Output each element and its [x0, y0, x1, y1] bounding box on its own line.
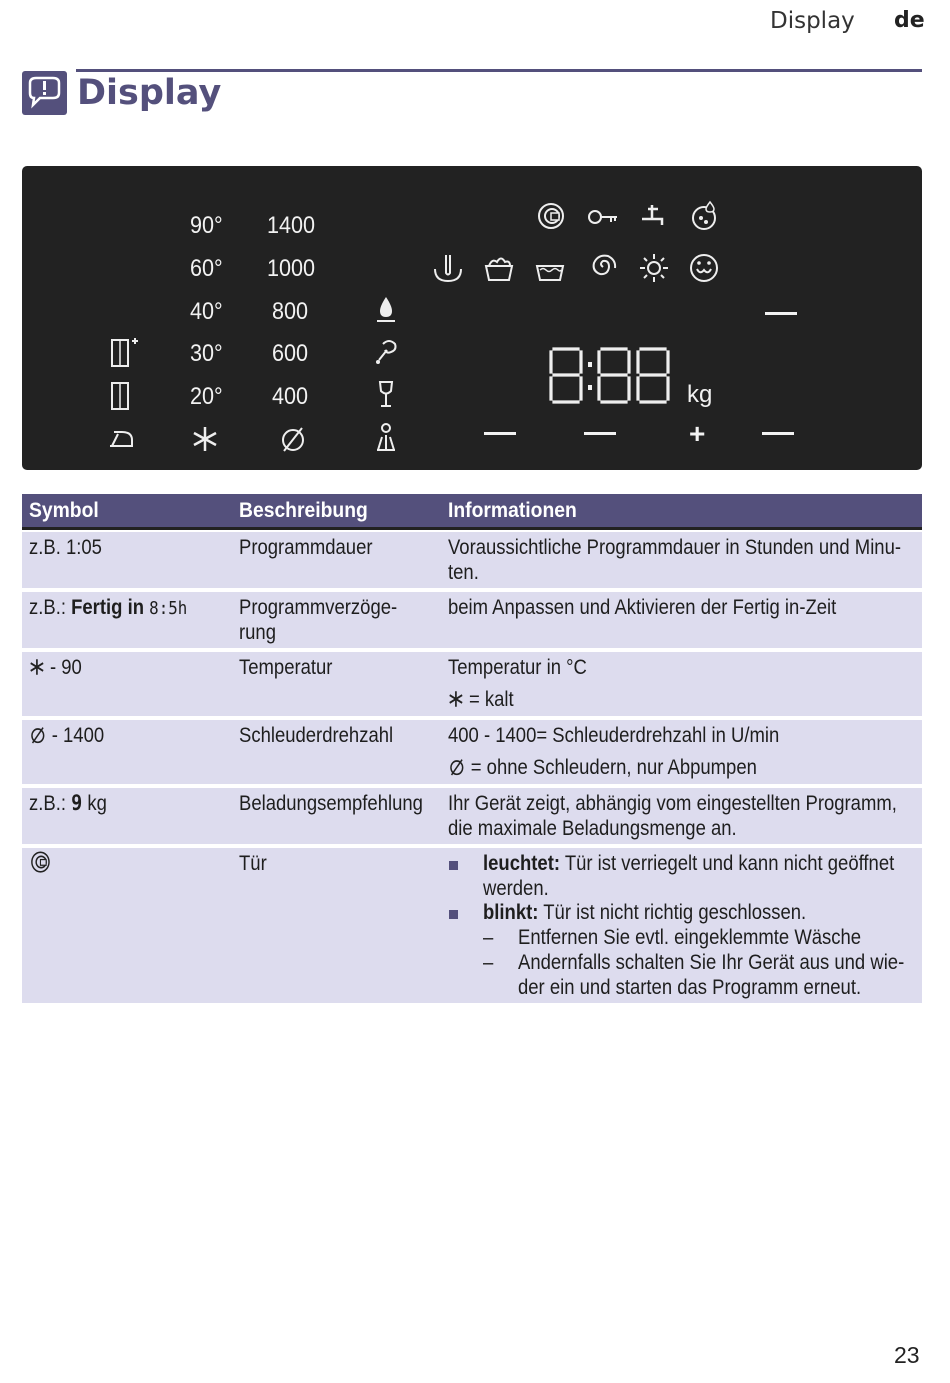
speed-600: 600 — [272, 340, 309, 367]
prewash-icon — [483, 252, 515, 284]
iron-icon — [106, 426, 136, 452]
table-row — [22, 592, 922, 648]
row2-info1: beim Anpassen und Aktivieren der Fertig in-Zeit — [448, 596, 837, 619]
snowflake-icon — [448, 690, 464, 708]
seven-segment-display — [548, 345, 673, 412]
no-spin-icon — [448, 757, 466, 777]
th-description: Beschreibung — [239, 499, 368, 522]
wine-glass-icon — [374, 379, 398, 409]
speed-800: 800 — [272, 298, 309, 325]
dash-indicator-2 — [584, 432, 616, 435]
row6-dash2-mark: – — [483, 951, 494, 974]
row6-bullet1-bold: leuchtet: — [483, 852, 561, 875]
header-rule — [76, 69, 922, 72]
dry-icon — [638, 252, 670, 284]
row2-symbol-prefix: z.B.: — [29, 596, 66, 619]
header-language: de — [894, 8, 925, 33]
row5-symbol-suffix: kg — [87, 792, 107, 815]
row6-symbol — [29, 849, 52, 881]
row1-info1: Voraussichtliche Programmdauer in Stunden und Minu- — [448, 536, 902, 559]
row1-symbol: z.B. 1:05 — [29, 536, 102, 559]
speed-400: 400 — [272, 383, 309, 410]
row6-bullet2-text: Tür ist nicht richtig geschlossen. — [543, 901, 807, 924]
row6-bullet2 — [483, 900, 941, 925]
row3-desc: Temperatur — [239, 656, 333, 679]
dash-indicator-1 — [484, 432, 516, 435]
row2-desc1: Programmverzöge- — [239, 596, 398, 619]
display-panel — [22, 166, 922, 470]
table-row — [22, 848, 922, 1003]
th-information: Informationen — [448, 499, 577, 522]
flower-icon — [373, 421, 399, 453]
stain-icon — [688, 200, 720, 232]
row2-symbol — [29, 595, 187, 621]
bullet-icon — [449, 910, 458, 919]
row6-dash1-mark: – — [483, 926, 494, 949]
snowflake-icon — [191, 425, 219, 453]
segment-digits — [548, 345, 673, 407]
row5-info2: die maximale Beladungsmenge an. — [448, 817, 737, 840]
table-row — [22, 720, 922, 784]
speed-1400: 1400 — [267, 212, 316, 239]
no-spin-icon — [279, 424, 307, 454]
row5-info1: Ihr Gerät zeigt, abhängig vom eingestellten Programm, — [448, 792, 897, 815]
temp-90: 90° — [190, 212, 223, 239]
row5-symbol — [29, 791, 107, 816]
temp-60: 60° — [190, 255, 223, 282]
row4-info2 — [448, 755, 914, 780]
wash-icon — [534, 258, 566, 284]
temp-30: 30° — [190, 340, 223, 367]
row1-desc: Programmdauer — [239, 536, 373, 559]
info-speech-icon — [22, 71, 67, 115]
door-lock-icon — [536, 200, 566, 232]
door-icon — [108, 380, 136, 412]
tap-icon — [638, 201, 670, 231]
row2-symbol-bold: Fertig in — [71, 596, 145, 619]
row3-info2 — [448, 687, 914, 712]
table-header — [22, 494, 922, 530]
row6-bullet1-text: Tür ist verriegelt und kann nicht geöffnet — [564, 852, 895, 875]
plus-indicator: + — [689, 418, 706, 449]
display-unit: kg — [687, 381, 713, 408]
page-number: 23 — [894, 1342, 920, 1368]
row6-bullet2-bold: blinkt: — [483, 901, 539, 924]
temp-40: 40° — [190, 298, 223, 325]
row3-symbol — [29, 655, 82, 680]
row4-desc: Schleuderdrehzahl — [239, 724, 394, 747]
water-drop-icon — [374, 294, 398, 324]
speed-1000: 1000 — [267, 255, 316, 282]
row4-symbol-text: - 1400 — [51, 724, 105, 747]
row3-info2-text: = kalt — [468, 688, 514, 711]
quick-icon — [373, 336, 399, 366]
dash-indicator-3 — [762, 432, 794, 435]
dash-indicator-right — [765, 312, 797, 315]
snowflake-icon — [29, 658, 45, 676]
door-lock-icon — [29, 849, 52, 875]
row2-desc2: rung — [239, 621, 276, 644]
row6-dash2a: Andernfalls schalten Sie Ihr Gerät aus und wie- — [518, 951, 905, 974]
table-row — [22, 652, 922, 716]
row5-symbol-seg: 9 — [71, 791, 83, 815]
row2-symbol-seg: 8:5h — [149, 598, 188, 619]
spin-icon — [587, 251, 619, 283]
table-row — [22, 532, 922, 588]
row1-info2: ten. — [448, 561, 479, 584]
row6-dash1: Entfernen Sie evtl. eingeklemmte Wäsche — [518, 926, 862, 949]
no-spin-icon — [29, 725, 47, 745]
row4-symbol — [29, 723, 104, 748]
row4-info2-text: = ohne Schleudern, nur Abpumpen — [470, 756, 757, 779]
temp-20: 20° — [190, 383, 223, 410]
header-section: Display — [770, 8, 855, 34]
th-symbol: Symbol — [29, 499, 99, 522]
row6-desc: Tür — [239, 852, 267, 875]
door-add-icon — [108, 337, 140, 369]
row4-info1: 400 - 1400= Schleuderdrehzahl in U/min — [448, 724, 780, 747]
row5-desc: Beladungsempfehlung — [239, 792, 423, 815]
row6-bullet1-cont: werden. — [483, 877, 549, 900]
rinse-icon — [688, 251, 720, 285]
page-title: Display — [77, 73, 222, 113]
bullet-icon — [449, 861, 458, 870]
row6-dash2b: der ein und starten das Programm erneut. — [518, 976, 862, 999]
soak-icon — [432, 251, 464, 285]
table-row — [22, 788, 922, 844]
key-icon — [587, 205, 619, 229]
row3-symbol-text: - 90 — [49, 656, 82, 679]
row5-symbol-prefix: z.B.: — [29, 792, 66, 815]
row6-bullet1 — [483, 851, 941, 876]
row3-info1: Temperatur in °C — [448, 656, 587, 679]
